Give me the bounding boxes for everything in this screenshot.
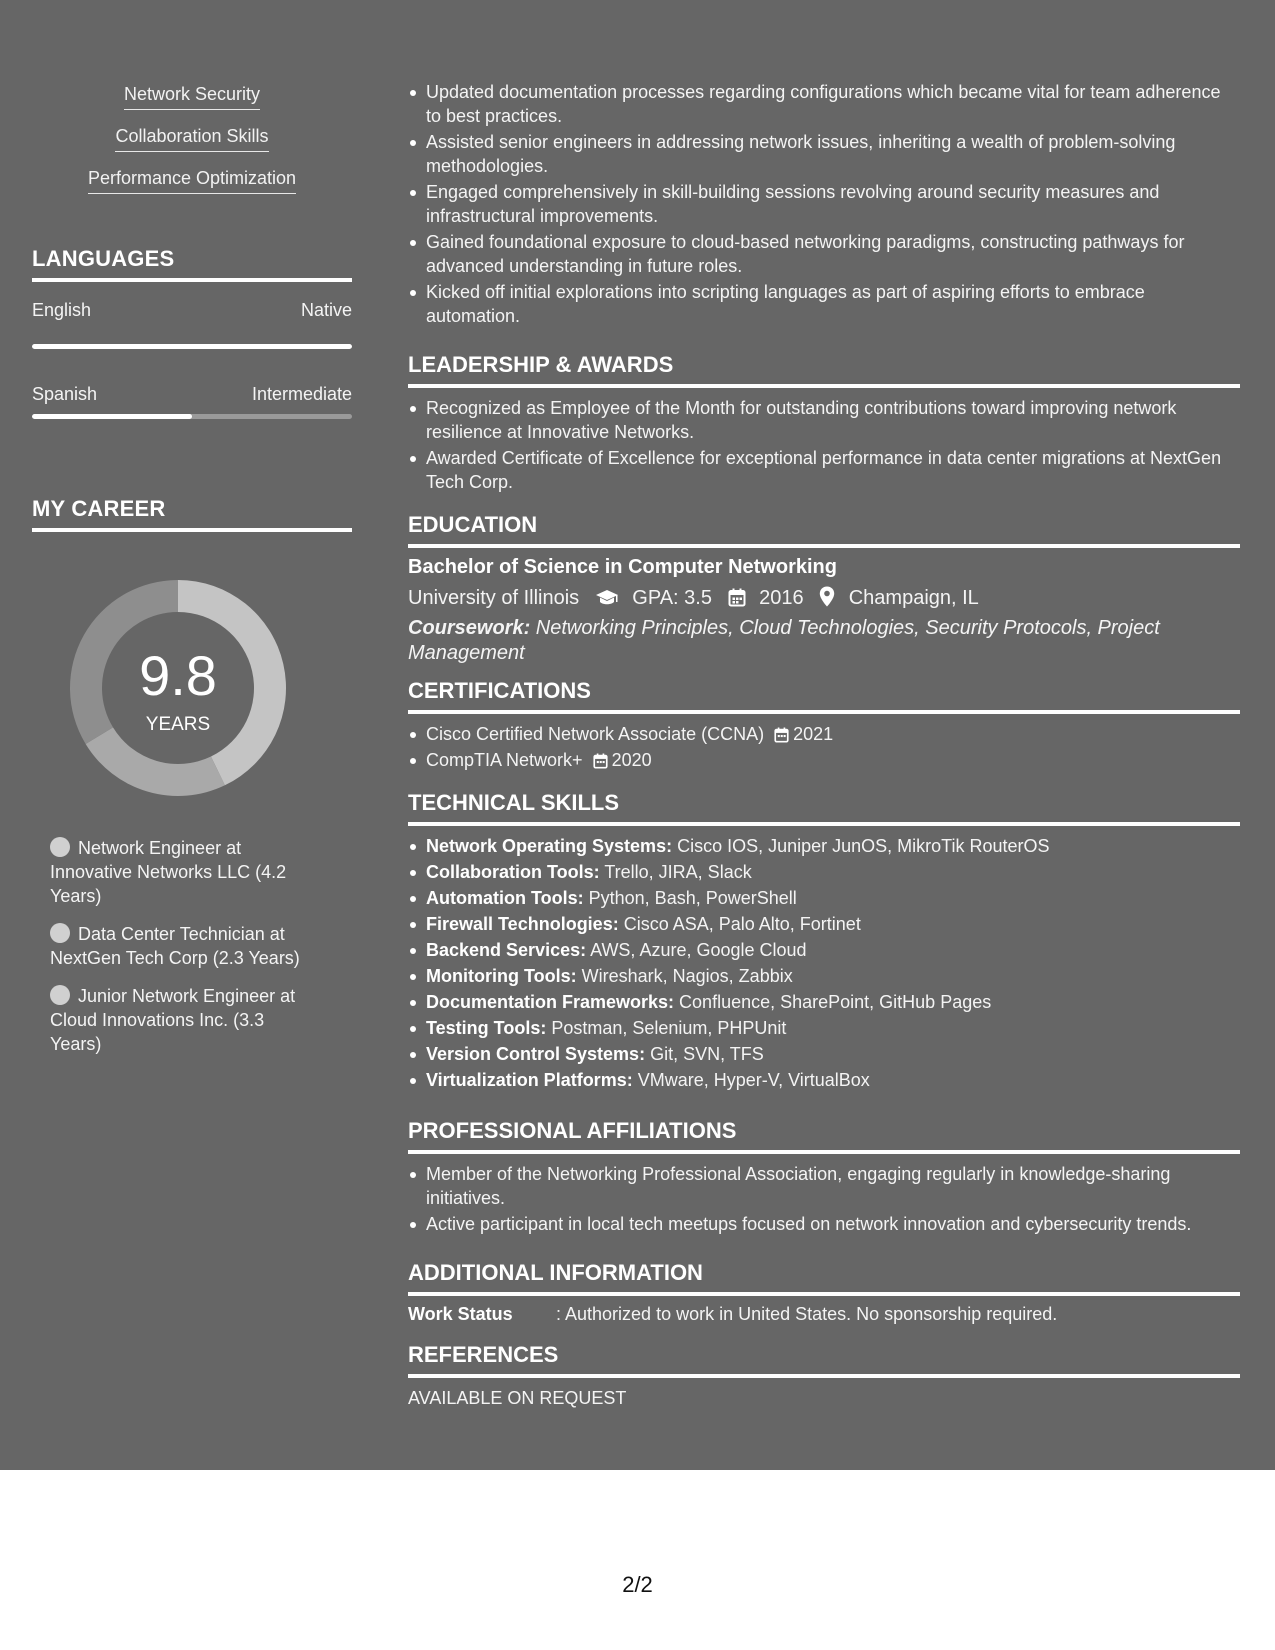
skill-item: Firewall Technologies: Cisco ASA, Palo Alto, Fortinet	[408, 912, 1240, 936]
skill-item: Version Control Systems: Git, SVN, TFS	[408, 1042, 1240, 1066]
coursework	[408, 616, 1188, 666]
experience-bullet: Gained foundational exposure to cloud-based networking paradigms, constructing pathways for advanced understanding in future roles.	[408, 230, 1240, 278]
education-heading: EDUCATION	[408, 512, 1240, 548]
experience-bullet: Engaged comprehensively in skill-building sessions revolving around security measures and infrastructural improvements.	[408, 180, 1240, 228]
additional-info-heading: ADDITIONAL INFORMATION	[408, 1260, 1240, 1296]
page-number: 2/2	[622, 1572, 653, 1597]
language-spanish-bar	[32, 414, 352, 419]
career-dot	[50, 985, 70, 1005]
career-total-years: 9.8	[139, 644, 217, 707]
gpa: GPA: 3.5	[632, 587, 712, 609]
work-status-row	[408, 1304, 1057, 1325]
references-text: AVAILABLE ON REQUEST	[408, 1388, 627, 1408]
career-legend	[50, 836, 320, 1070]
skill-item: Automation Tools: Python, Bash, PowerShell	[408, 886, 1240, 910]
certification-item	[408, 722, 1240, 746]
work-status-value: : Authorized to work in United States. No sponsorship required.	[556, 1304, 1058, 1324]
language-english-bar	[32, 344, 352, 349]
language-english-fill	[32, 344, 352, 349]
leadership-item: Awarded Certificate of Excellence for exceptional performance in data center migrations at NextGen Tech Corp.	[408, 446, 1240, 494]
map-pin-icon	[819, 586, 835, 613]
leadership-heading: LEADERSHIP & AWARDS	[408, 352, 1240, 388]
calendar-icon	[728, 588, 746, 613]
degree-title: Bachelor of Science in Computer Networking	[408, 556, 837, 578]
calendar-icon	[774, 727, 789, 743]
page-footer	[0, 1470, 1275, 1650]
skill-item: Virtualization Platforms: VMware, Hyper-V, VirtualBox	[408, 1068, 1240, 1092]
certification-year: 2020	[611, 750, 652, 770]
experience-bullet: Kicked off initial explorations into scripting languages as part of aspiring efforts to embrace automation.	[408, 280, 1240, 328]
career-years-label: YEARS	[145, 714, 211, 735]
school-location: Champaign, IL	[848, 587, 979, 609]
education-meta	[408, 586, 979, 613]
certification-name: CompTIA Network+	[426, 750, 583, 770]
skill-item: Backend Services: AWS, Azure, Google Cloud	[408, 938, 1240, 962]
experience-bullet: Assisted senior engineers in addressing network issues, inheriting a wealth of problem-solving methodologies.	[408, 130, 1240, 178]
skill-item: Network Operating Systems: Cisco IOS, Juniper JunOS, MikroTik RouterOS	[408, 834, 1240, 858]
language-level: Intermediate	[251, 384, 352, 404]
experience-bullet: Updated documentation processes regarding configurations which became vital for team adherence to best practices.	[408, 80, 1240, 128]
certifications-list	[408, 722, 1240, 774]
leadership-item: Recognized as Employee of the Month for outstanding contributions toward improving network resilience at Innovative Networks.	[408, 396, 1240, 444]
languages-heading: LANGUAGES	[32, 246, 352, 282]
language-name: Spanish	[32, 384, 98, 404]
career-item-text: Network Engineer at Innovative Networks LLC (4.2 Years)	[50, 838, 287, 906]
certifications-heading: CERTIFICATIONS	[408, 678, 1240, 714]
language-level: Native	[300, 300, 352, 320]
school-name: University of Illinois	[408, 587, 580, 609]
graduation-cap-icon	[595, 589, 619, 613]
career-item	[50, 922, 320, 970]
donut-segment-1	[86, 727, 225, 796]
certification-year: 2021	[793, 724, 834, 744]
language-name: English	[32, 300, 92, 320]
experience-bullets	[408, 80, 1240, 330]
language-spanish	[32, 384, 352, 405]
leadership-list	[408, 396, 1240, 496]
skill-item: Collaboration Tools: Trello, JIRA, Slack	[408, 860, 1240, 884]
language-spanish-fill	[32, 414, 192, 419]
certification-item	[408, 748, 1240, 772]
references-heading: REFERENCES	[408, 1342, 1240, 1378]
coursework-label: Coursework:	[408, 617, 531, 639]
career-item-text: Junior Network Engineer at Cloud Innovations Inc. (3.3 Years)	[50, 986, 296, 1054]
career-dot	[50, 837, 70, 857]
graduation-year: 2016	[759, 587, 804, 609]
affiliations-heading: PROFESSIONAL AFFILIATIONS	[408, 1118, 1240, 1154]
coursework-list: Networking Principles, Cloud Technologies, Security Protocols, Project Management	[408, 617, 1160, 664]
affiliation-item: Active participant in local tech meetups focused on network innovation and cybersecurity trends.	[408, 1212, 1240, 1236]
calendar-icon	[593, 753, 608, 769]
skill-network-security[interactable]: Network Security	[32, 84, 352, 110]
career-donut	[66, 576, 290, 800]
work-status-label: Work Status	[408, 1304, 513, 1324]
skill-item: Documentation Frameworks: Confluence, SharePoint, GitHub Pages	[408, 990, 1240, 1014]
affiliation-item: Member of the Networking Professional Association, engaging regularly in knowledge-sharing initiatives.	[408, 1162, 1240, 1210]
career-item	[50, 984, 320, 1056]
certification-name: Cisco Certified Network Associate (CCNA)	[426, 724, 765, 744]
affiliations-list	[408, 1162, 1240, 1238]
skill-performance-optimization[interactable]: Performance Optimization	[32, 168, 352, 194]
career-dot	[50, 923, 70, 943]
language-english	[32, 300, 352, 321]
technical-skills-heading: TECHNICAL SKILLS	[408, 790, 1240, 826]
technical-skills-list	[408, 834, 1240, 1094]
career-item	[50, 836, 320, 908]
career-item-text: Data Center Technician at NextGen Tech Corp (2.3 Years)	[50, 924, 300, 968]
skill-collaboration[interactable]: Collaboration Skills	[32, 126, 352, 152]
career-heading: MY CAREER	[32, 496, 352, 532]
skill-item: Testing Tools: Postman, Selenium, PHPUnit	[408, 1016, 1240, 1040]
skill-item: Monitoring Tools: Wireshark, Nagios, Zabbix	[408, 964, 1240, 988]
skill-links	[32, 84, 352, 210]
